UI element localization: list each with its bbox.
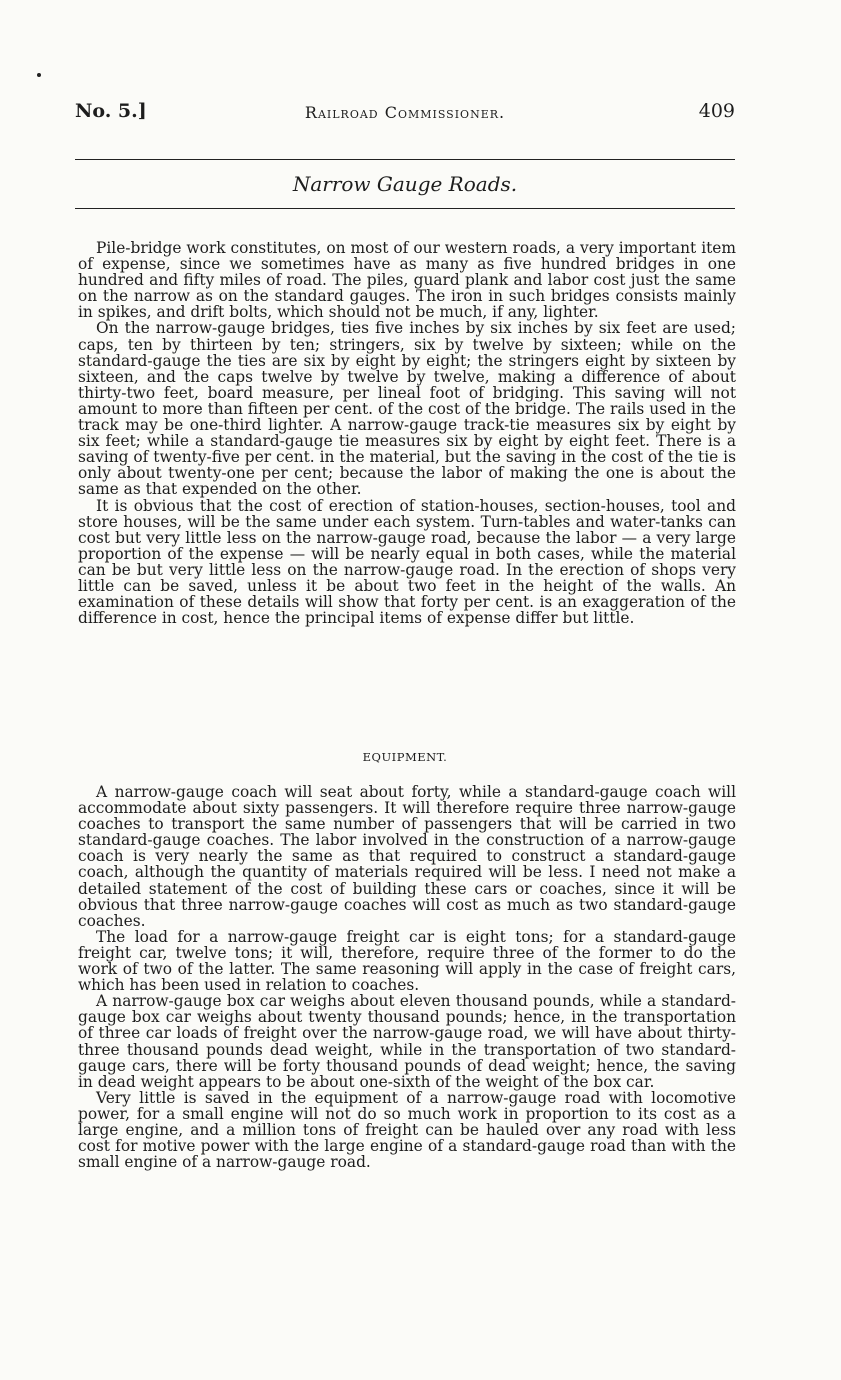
subheading-equipment: EQUIPMENT. xyxy=(362,750,448,764)
paragraph: The load for a narrow-gauge freight car is eight tons; for a standard-gauge freight car, twelve tons; it will, therefore, require three of the former to do the work of two of the latter. The same reasoning will apply in the case of freight cars, which has been used in relation to coaches. xyxy=(78,927,736,995)
paragraph: A narrow-gauge coach will seat about forty, while a standard-gauge coach will accommodate about sixty passengers. It will therefore require three narrow-gauge coaches to transport the same number of passengers that will be carried in two standard-gauge coaches. The labor involved in the construction of a narrow-gauge coach is very nearly the same as that required to construct a standard-gauge coach, although the quantity of materials required will be less. I need not make a detailed statement of the cost of building these cars or coaches, since it will be obvious that three narrow-gauge coaches will cost as much as two standard-gauge coaches. xyxy=(78,783,736,930)
paragraph: A narrow-gauge box car weighs about eleven thousand pounds, while a standard-gauge box car weighs about twenty thousand pounds; hence, in the transportation of three car loads of freight over the narrow-gauge road, we will have about thirty-three thousand pounds dead weight, while in the transportation of two standard-gauge cars, there will be forty thousand pounds of dead weight; hence, the saving in dead weight appears to be about one-sixth of the weight of the box car. xyxy=(78,992,736,1091)
page-number: 409 xyxy=(698,100,735,122)
stray-dot xyxy=(37,73,41,77)
body-section-bridges xyxy=(78,240,736,626)
header-rule-bottom xyxy=(75,208,735,209)
header-rule-top xyxy=(75,159,735,160)
running-title: Railroad Commissioner. xyxy=(304,103,506,122)
paragraph: Very little is saved in the equipment of a narrow-gauge road with locomotive power, for a small engine will not do so much work in proportion to its cost as a large engine, and a million tons of freight can be hauled over any road with less cost for motive power with the large engine of a standard-gauge road than with the small engine of a narrow-gauge road. xyxy=(78,1088,736,1172)
document-number: No. 5.] xyxy=(75,100,147,122)
body-section-equipment xyxy=(78,784,736,1170)
paragraph: It is obvious that the cost of erection of station-houses, section-houses, tool and store houses, will be the same under each system. Turn-tables and water-tanks can cost but very little less on the narrow-gauge road, because the labor — a very large proportion of the expense — will be nearly equal in both cases, while the material can be but very little less on the narrow-gauge road. In the erection of shops very little can be saved, unless it be about two feet in the height of the walls. An examination of these details will show that forty per cent. is an exaggeration of the difference in cost, hence the principal items of expense differ but little. xyxy=(78,496,736,628)
running-header xyxy=(75,100,735,130)
section-title: Narrow Gauge Roads. xyxy=(292,172,518,196)
paragraph: Pile-bridge work constitutes, on most of our western roads, a very important item of expense, since we sometimes have as many as five hundred bridges in one hundred and fifty miles of road. The piles, guard plank and labor cost just the same on the narrow as on the standard gauges. The iron in such bridges consists mainly in spikes, and drift bolts, which should not be much, if any, lighter. xyxy=(78,239,736,322)
paragraph: On the narrow-gauge bridges, ties five inches by six inches by six feet are used; caps, ten by thirteen by ten; stringers, six by twelve by sixteen; while on the standard-gauge the ties are six by eight by eight; the stringers eight by sixteen by sixteen, and the caps twelve by twelve by twelve, making a difference of about thirty-two feet, board measure, per lineal foot of bridging. This saving will not amount to more than fifteen per cent. of the cost of the bridge. The rails used in the track may be one-third lighter. A narrow-gauge track-tie measures six by eight by six feet; while a standard-gauge tie measures six by eight by eight feet. There is a saving of twenty-five per cent. in the material, but the saving in the cost of the tie is only about twenty-one per cent; because the labor of making the one is about the same as that expended on the other. xyxy=(78,319,736,499)
